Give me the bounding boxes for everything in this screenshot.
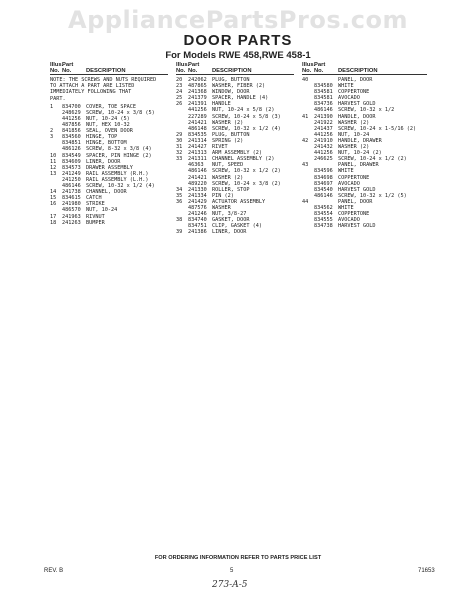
part-no: 487865 [188,83,207,90]
part-no: 241246 [188,211,207,218]
part-description: NUT, 10-24 (2) [338,150,382,157]
illus-no: 25 [176,95,183,102]
part-description: RIVNUT [86,213,105,220]
illus-no: 26 [176,101,183,108]
part-label: Part [188,62,200,68]
part-row [50,220,168,226]
part-description: ARM ASSEMBLY (2) [212,150,262,157]
part-description: PANEL, DRAWER [338,162,379,169]
column-header [50,62,168,75]
part-description: WASHER (2) [212,174,244,181]
page-number: 5 [230,568,234,574]
part-description: AVOCADO [338,95,360,102]
part-description: AVOCADO [338,217,360,224]
illus-label: Illus. [302,62,316,68]
illus-no: 2 [50,128,54,135]
parts-column-1 [50,62,168,226]
part-description: HARVEST GOLD [338,223,376,230]
illus-no [302,223,314,229]
illus-no: 41 [302,113,309,120]
part-description: COPPERTONE [338,211,370,218]
illus-no: 31 [176,144,183,151]
illus-no: 34 [176,186,183,193]
part-description: RAIL ASSEMBLY (L.H.) [86,176,149,183]
illus-no: 39 [176,229,183,236]
part-description: SCREW, 10-24 x 3/8 (5) [86,109,155,116]
part-description: CATCH [86,195,102,202]
part-no: 248629 [62,109,81,116]
part-description: LINER, DOOR [212,229,247,236]
part-description: COVER, TOE SPACE [86,103,136,110]
part-description: SCREW, 10-32 x 1/2 (4) [86,183,155,190]
part-description: SCREW, 10-32 x 1/2 [338,107,395,114]
part-description: LINER, DOOR [86,158,121,165]
part-description: SPACER, PIN HINGE (2) [86,152,152,159]
part-description: PLUG, BUTTON [212,77,250,83]
part-description: NUT, HEX 10-32 [86,122,130,129]
part-description: RIVET [212,144,228,151]
part-no: 241421 [188,174,207,181]
illus-no: 30 [176,137,183,144]
part-no: 241427 [188,144,207,151]
part-description: ROLLER, STOP [212,186,250,193]
part-no: 834555 [314,217,333,224]
part-no: 834549 [62,152,81,159]
illus-no: 29 [176,131,183,138]
part-row [302,223,427,229]
part-description: AVOCADO [338,180,360,187]
part-no: 841856 [62,128,81,135]
description-label: DESCRIPTION [212,68,252,74]
illus-no: 17 [50,213,57,220]
part-no: 834554 [314,211,333,218]
part-no: 834596 [314,168,333,175]
illus-no: 18 [50,219,57,226]
part-no: 241421 [188,119,207,126]
part-no: 46363 [188,162,204,169]
illus-no: 24 [176,89,183,96]
illus-no: 36 [176,198,183,205]
part-no: 486146 [314,192,333,199]
part-description: PLUG, BUTTON [212,131,250,138]
part-no: 834738 [314,223,333,230]
part-description: SCREW, 8-32 x 3/8 (4) [86,146,152,153]
part-no: 241963 [62,213,81,220]
no-label: No. [314,68,324,74]
part-description: CLIP, GASKET (4) [212,223,262,230]
part-no: 834581 [314,95,333,102]
part-no: 487856 [62,122,81,129]
illus-no: 14 [50,189,57,196]
part-no: 241314 [188,137,207,144]
illus-no: 12 [50,164,57,171]
illus-no: 38 [176,217,183,224]
illus-no: 13 [50,170,57,177]
part-description: HINGE, BOTTOM [86,140,127,147]
part-description: STRIKE [86,201,105,208]
ordering-info-note: FOR ORDERING INFORMATION REFER TO PARTS PRICE LIST [154,555,322,561]
illus-no: 10 [50,152,57,159]
part-description: NUT, SPEED [212,162,244,169]
part-no: 241330 [188,186,207,193]
part-no: 489220 [188,180,207,187]
part-description: WHITE [338,168,354,175]
part-no: 441256 [62,116,81,122]
part-row [176,229,294,235]
part-description: GASKET, DOOR [212,217,250,224]
illus-no: 16 [50,201,57,208]
part-description: PANEL, DOOR [338,77,373,83]
part-no: 834751 [188,223,207,230]
revision-label: REV. B [44,568,64,574]
illus-no: 15 [50,195,57,202]
part-no: 834581 [314,89,333,96]
part-no: 834562 [314,204,333,211]
part-no: 834540 [314,186,333,193]
illus-no: 33 [176,156,183,163]
illus-label: Illus. [50,62,64,68]
part-no: 834736 [314,101,333,108]
watermark: AppliancePartsPros.com [68,6,408,34]
part-description: NUT, 10-24 [86,207,118,214]
part-no: 486148 [188,125,207,132]
assembly-note: NOTE: THE SCREWS AND NUTS REQUIRED TO ATTACH A PART ARE LISTED IMMEDIATELY FOLLOWING THAT PART. [50,77,157,102]
part-no: 834560 [62,134,81,141]
part-description: SCREW, 10-24 x 3/8 (2) [212,180,281,187]
part-description: SCREW, 10-24 x 5/8 (3) [212,113,281,120]
part-description: PANEL, DOOR [338,198,373,205]
part-no: 246625 [314,156,333,163]
part-no: 241334 [188,192,207,199]
part-no: 486146 [314,107,333,114]
part-description: SCREW, 10-24 x 1/2 (2) [338,156,407,163]
part-description: DRAWER ASSEMBLY [86,164,133,171]
part-description: SCREW, 10-32 x 1/2 (5) [338,192,407,199]
part-description: SPRING (2) [212,137,244,144]
part-no: 241910 [314,137,333,144]
part-description: SPACER, HANDLE (4) [212,95,269,102]
part-description: NUT, 10-24 x 5/8 (2) [212,107,275,114]
part-no: 834698 [314,174,333,181]
illus-no: 43 [302,162,309,169]
part-no: 241437 [314,125,333,132]
description-label: DESCRIPTION [86,68,126,74]
part-description: BUMPER [86,219,105,226]
part-no: 241390 [314,113,333,120]
part-label: Part [62,62,74,68]
part-description: NUT, 3/8-27 [212,211,247,218]
part-no: 486146 [62,183,81,190]
illus-no: 20 [176,77,183,83]
part-no: 834609 [62,158,81,165]
handwritten-annotation: 273-A-5 [212,580,248,590]
part-no: 441256 [314,150,333,157]
part-no: 487576 [188,204,207,211]
part-description: WHITE [338,83,354,90]
part-no: 834700 [62,103,81,110]
part-description: SEAL, OVEN DOOR [86,128,133,135]
parts-column-2 [176,62,294,235]
part-no: 834535 [188,131,207,138]
part-description: WASHER [212,204,231,211]
no-label: No. [176,68,186,74]
illus-no: 23 [176,83,183,90]
no-label: No. [188,68,198,74]
part-description: SCREW, 10-32 x 1/2 (4) [212,125,281,132]
part-description: PIN (2) [212,192,234,199]
part-no: 227289 [188,113,207,120]
part-description: HARVEST GOLD [338,101,376,108]
illus-no: 3 [50,134,54,141]
part-description: WASHER, FIBER (2) [212,83,266,90]
part-no: 241263 [62,219,81,226]
part-description: HARVEST GOLD [338,186,376,193]
part-no: 241391 [188,101,207,108]
part-no: 241250 [62,176,81,183]
part-label: Part [314,62,326,68]
part-description: HANDLE, DOOR [338,113,376,120]
part-no: 834851 [62,140,81,147]
part-description: WASHER (2) [338,119,370,126]
part-description: RAIL ASSEMBLY (R.H.) [86,170,149,177]
illus-no: 42 [302,137,309,144]
part-description: HANDLE, DRAWER [338,137,382,144]
document-code: 71653 [418,568,435,574]
part-no: 241432 [314,144,333,151]
part-no: 241738 [62,189,81,196]
part-description: ACTUATOR ASSEMBLY [212,198,266,205]
models-subtitle: For Models RWE 458,RWE 458-1 [165,50,311,61]
page-title: DOOR PARTS [183,32,293,49]
part-no: 241379 [188,95,207,102]
part-no: 241249 [62,170,81,177]
illus-no: 11 [50,158,57,165]
part-no: 241368 [188,89,207,96]
part-description: NUT, 10-24 (5) [86,116,130,122]
no-label: No. [50,68,60,74]
no-label: No. [62,68,72,74]
part-no: 241922 [314,119,333,126]
part-no: 834615 [62,195,81,202]
part-no: 441256 [314,131,333,138]
part-no: 441256 [188,107,207,114]
part-no: 486570 [62,207,81,214]
illus-no: 40 [302,77,309,83]
part-description: SCREW, 10-24 x 1-5/16 (2) [338,125,417,132]
parts-column-3 [302,62,427,229]
part-description: WASHER (2) [338,144,370,151]
part-no: 241429 [188,198,207,205]
illus-no: 1 [50,103,54,110]
part-description: COPPERTONE [338,89,370,96]
part-no: 241980 [62,201,81,208]
part-no: 486126 [62,146,81,153]
part-description: NUT, 10-24 [338,131,370,138]
part-no: 241386 [188,229,207,236]
part-description: WINDOW, DOOR [212,89,250,96]
description-label: DESCRIPTION [338,68,378,74]
part-no: 834573 [62,164,81,171]
part-description: SCREW, 10-32 x 1/2 (2) [212,168,281,175]
no-label: No. [302,68,312,74]
part-no: 242062 [188,77,207,83]
part-no: 834740 [188,217,207,224]
part-description: WHITE [338,204,354,211]
part-description: CHANNEL ASSEMBLY (2) [212,156,275,163]
part-description: HANDLE [212,101,231,108]
part-description: COPPERTONE [338,174,370,181]
illus-label: Illus. [176,62,190,68]
illus-no: 35 [176,192,183,199]
part-no: 486146 [188,168,207,175]
illus-no: 32 [176,150,183,157]
part-no: 241313 [188,150,207,157]
part-no: 241311 [188,156,207,163]
part-description: WASHER (2) [212,119,244,126]
column-header [176,62,294,75]
part-no: 834580 [314,83,333,90]
illus-no: 44 [302,198,309,205]
part-description: CHANNEL, DOOR [86,189,127,196]
column-header [302,62,427,75]
part-description: HINGE, TOP [86,134,118,141]
part-no: 834697 [314,180,333,187]
